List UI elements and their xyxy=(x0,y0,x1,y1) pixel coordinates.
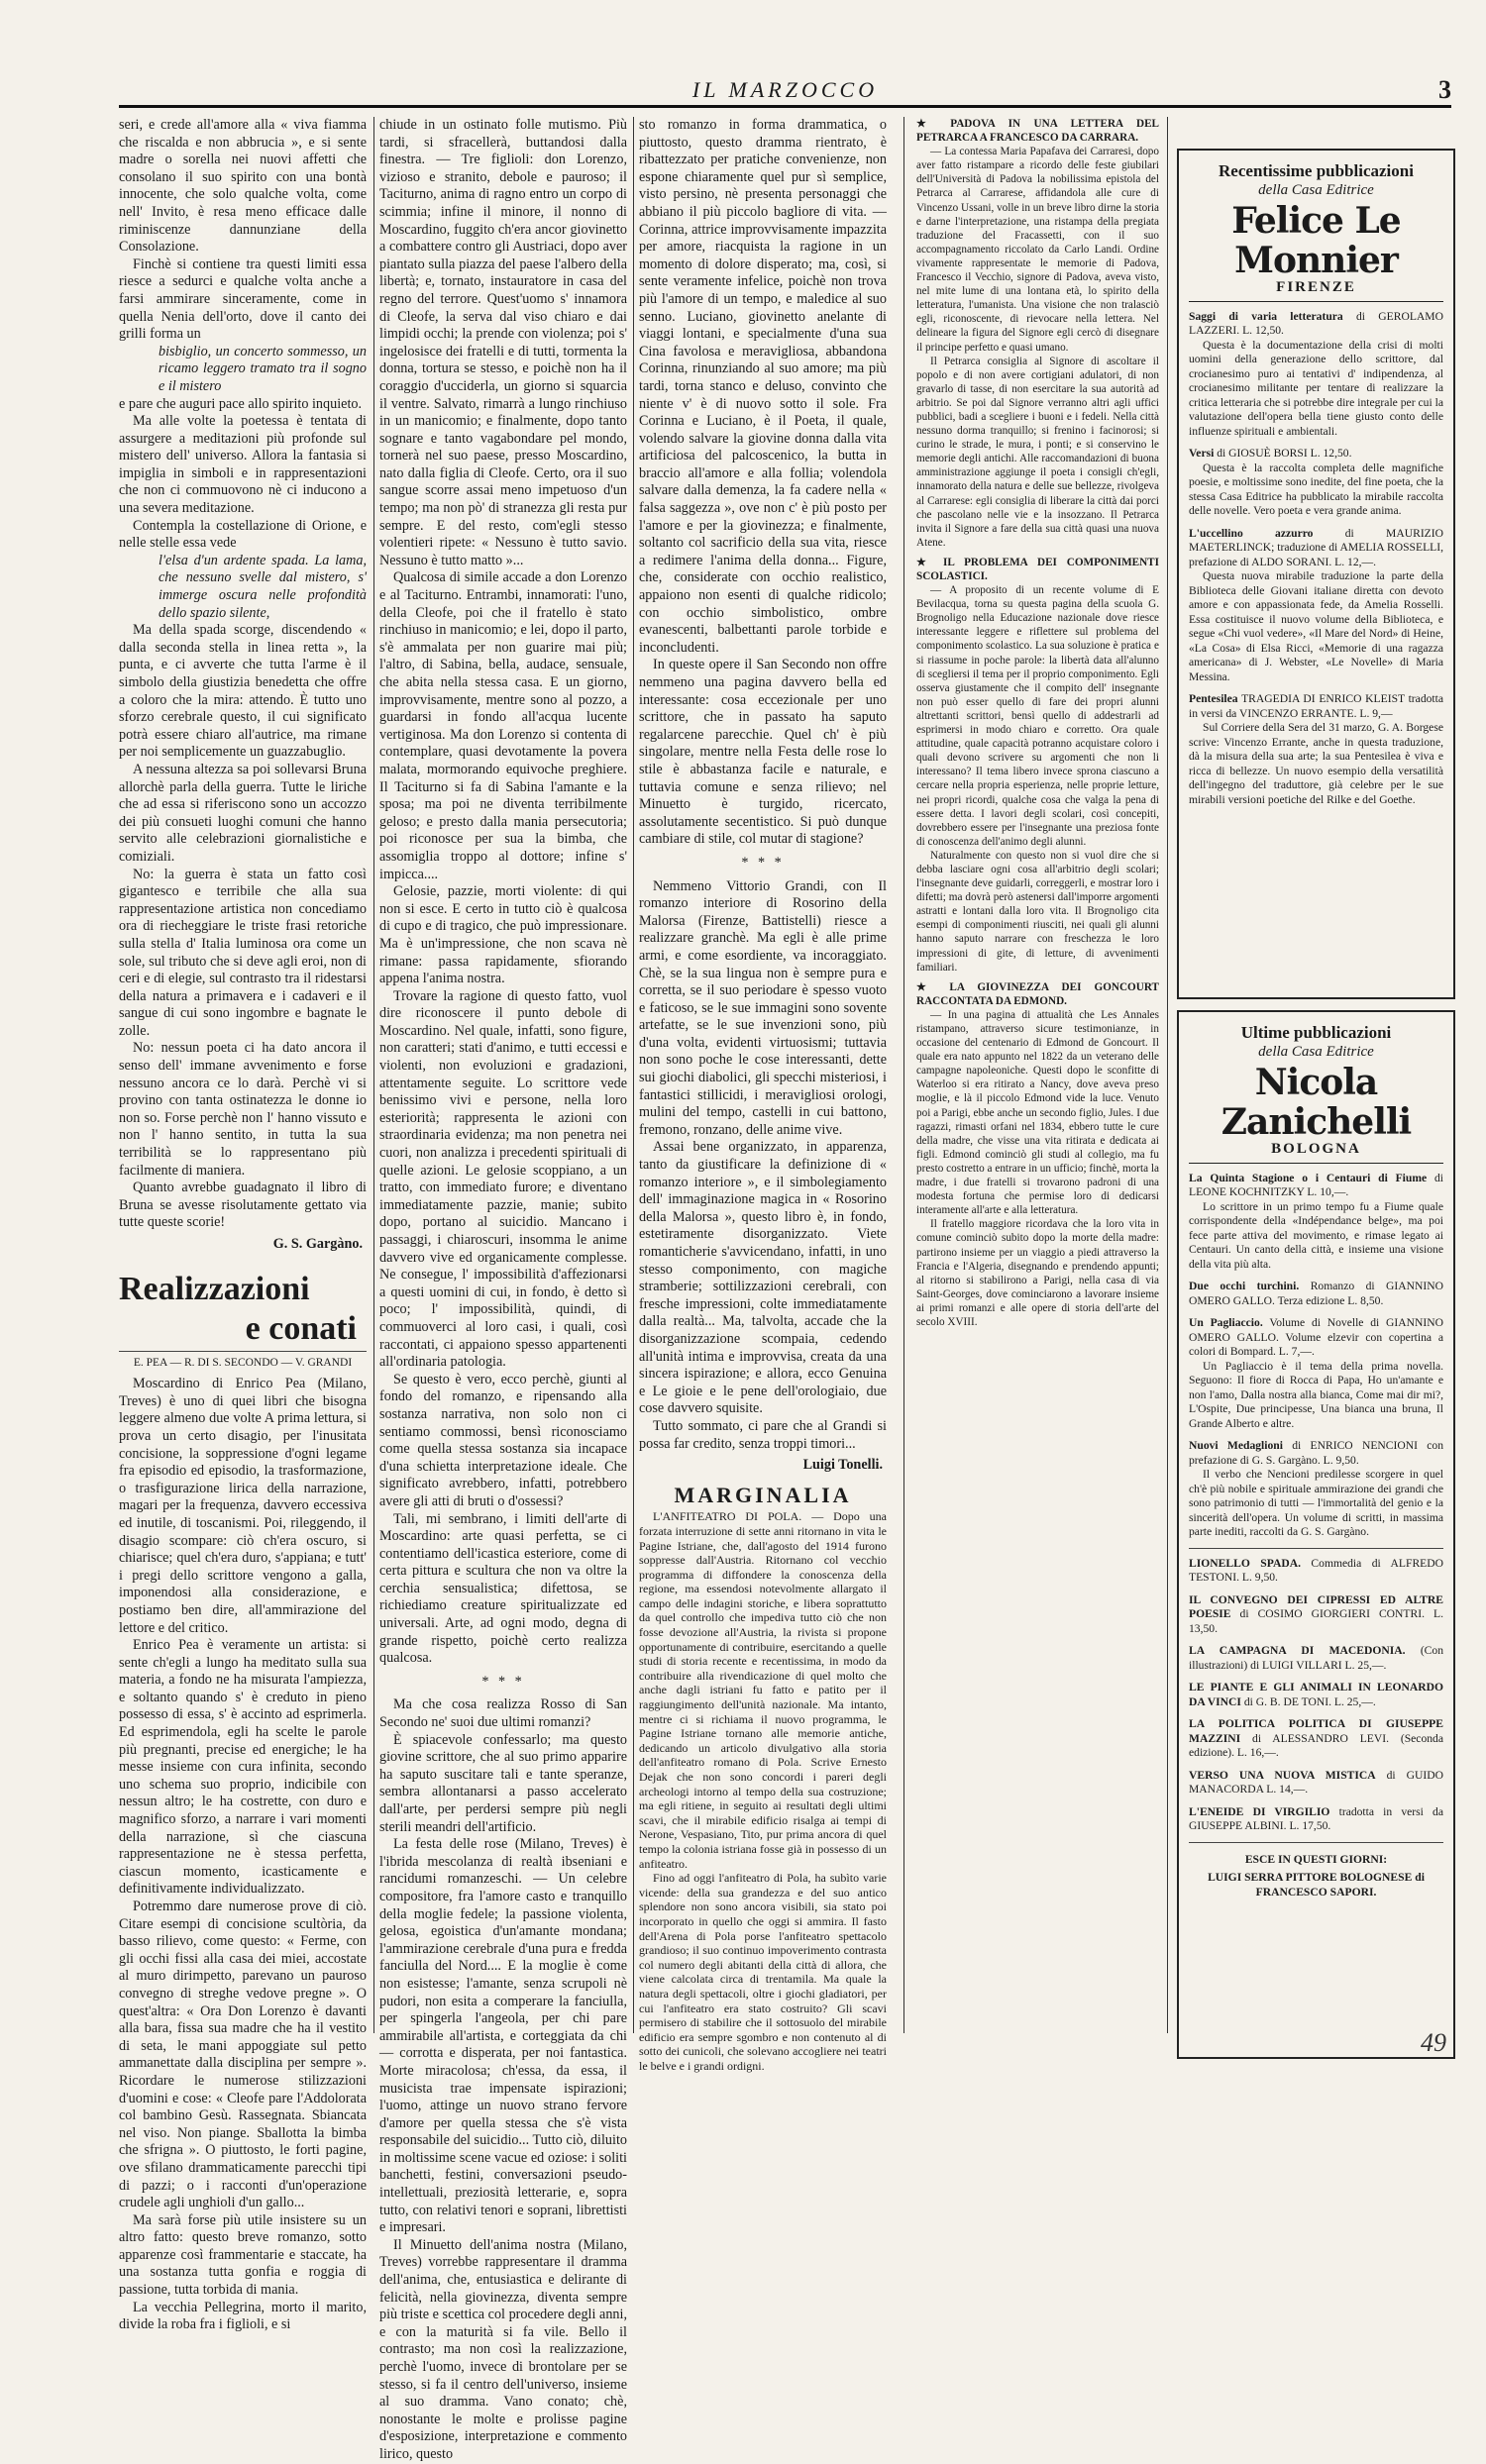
author-signature: G. S. Gargàno. xyxy=(272,1236,363,1252)
column-4 xyxy=(916,117,1159,2033)
book-listing: L'ENEIDE DI VIRGILIO tradotta in versi da GIUSEPPE ALBINI. L. 17,50. xyxy=(1189,1804,1443,1832)
section-separator: * * * xyxy=(741,854,785,871)
column-divider xyxy=(373,117,374,2033)
paragraph: Se questo è vero, ecco perchè, giunti al fondo del romanzo, e ripensando alla sostanza narrativa, non solo non ci sentiamo commossi, bensì riconosciamo come quella stessa sostanza sia incapace d'una schietta interpretazione ideale. Che significato avrebbero, infatti, potrebbero avere gli atti di bruti o d'ossessi? xyxy=(379,1371,627,1509)
paragraph: La festa delle rose (Milano, Treves) è l'ibrida mescolanza di realtà ibseniani e rancidumi romanzeschi. — Un celebre compositore, fra l'amore casto e tranquillo della moglie fedele; la passione violenta, gelosa, egoistica d'un'amante mondana; l'ammirazione cerebrale d'una pura e fredda fanciulla del Nord.... E la moglie è come non esistesse; l'amante, senza scrupoli nè pudori, non esita a comperare la fanciulla, per spingerla l'angeola, per chi pare ammirabile all'artista, e corteggiata da chi — corrotta e disperata, per noi fantastica. Morte miracolosa; ch'essa, da essa, il musicista trae impensate ispirazioni; l'uomo, attinge un nuovo strano fervore d'amore per quella stessa che s'è vista responsabile del suicidio... Tutto ciò, diluito in moltissime scene vacue ed oziose: i soliti banchetti, festini, conversazioni pseudo-intellettuali, preziosità letterarie, e, sopra tutto, con relativi tenori e soprani, librettisti e impresari. xyxy=(379,1836,627,2236)
section-separator: * * * xyxy=(481,1673,525,1690)
paragraph: Fino ad oggi l'anfiteatro di Pola, ha subìto varie vicende: della sua grandezza e del suo antico splendore non sono ancora visibili, sia stato poi incorporato in quello che oggi si ammira. Il fasto dell'Arena di Pola porse l'anfiteatro spettacolo grandioso; il suo continuo impoverimento contrasta col numero degli abitanti della città di allora, che viene calcolata circa di trentamila. Ma quale la natura degli spettacoli, oltre i giochi gladiatori, per cui l'anfiteatro era stato costruito? Gli scavi permisero di stabilire che il sottosuolo del mirabile edificio era sempre sgombro e non contenuto al di sotto dei cunicoli, che solevano accogliere nei teatri le belve e i grandi ordigni. xyxy=(639,1871,887,2073)
paragraph: Potremmo dare numerose prove di ciò. Citare esempi di concisione scultòria, da basso rilievo, come questo: « Ferme, con gli occhi fissi alla casa dei miei, accostate al muro dirimpetto, parevano un pauroso convegno di streghe vedove pregne ». O quest'altra: « Ora Don Lorenzo è davanti alla bara, fissa sua madre che ha il vestito di seta, le mani appoggiate sul petto ammanettate dalla disciplina per sempre ». Ricordare le numerose stilizzazioni d'uomini e cose: « Cleofe pare l'Addolorata col bambino Gesù. Rassegnata. Sbiancata nel viso. Non piange. Sballotta la bimba che sfrigna ». O piuttosto, le forti pagine, ove sfilano drammaticamente parecchi tipi di pazzi; o i racconti d'un'operazione crudele agli unghioli d'un gallo... xyxy=(119,1899,367,2211)
paragraph: L'ANFITEATRO DI POLA. — Dopo una forzata interruzione di sette anni ritornano in vita le Pagine Istriane, che, dall'agosto del 1914 furono soppresse dall'Austria. Ritornano col vecchio programma di diffondere la conoscenza della regione, ma essendosi notevolmente allargato il campo delle indagini storiche, e libera soprattutto da quel controllo che impediva tutto ciò che non fosse devozione all'Austria, la rivista si propone opportunamente di contribuire, esercitando a quelle studi di storia recente e recentissima, in modo da contribuire alla rivendicazione di quel molto che anche dagli istriani fu fatto e patito per il raggiungimento dell'unità nazionale. Ma intanto, mentre ci si richiama il nuovo programma, le Pagine Istriane tornano alle memorie antiche, dedicando un articolo divulgativo alla storia dell'anfiteatro romano di Pola. Scrive Ernesto Dejak che non sono concordi i pareri degli archeologi intorno al tempo della sua costruzione; ma egli ritiene, in seguito ai resultati degli ultimi scavi, che il mirabile edificio risalga ai tempi di Nerone, Vespasiano, Tito, pur prima ancora di quel tempo la colonia istriana fosse già in possesso di un anfiteatro. xyxy=(639,1509,887,1871)
author-signature: Luigi Tonelli. xyxy=(802,1457,883,1474)
advert-footer-heading: ESCE IN QUESTI GIORNI: xyxy=(1244,1852,1388,1866)
book-listing: Pentesilea TRAGEDIA DI ENRICO KLEIST tradotta in versi da VINCENZO ERRANTE. L. 9,— Sul Corriere della Sera del 31 marzo, G. A. Borgese scrive: Vincenzo Errante, anche in questa traduzione, dà la misura della sua arte; la sua Pentesilea è viva e ricca di bellezze. Un nuovo esempio della versatilità dell'ingegno del traduttore, già celebre per le sue mirabili versioni poetiche del Rilke e del Goethe. xyxy=(1189,692,1443,806)
advert-heading: Recentissime pubblicazioni xyxy=(1219,161,1414,180)
book-listing: LIONELLO SPADA. Commedia di ALFREDO TESTONI. L. 9,50. xyxy=(1189,1556,1444,1584)
paragraph: No: nessun poeta ci ha dato ancora il senso dell' immane avvenimento e forse nessuno ancora ce lo darà. Perchè vi si provino con tanta ostinatezza le donne io non so. Forse perchè non l' hanno vissuto e non l' hanno sentito, in tutta la sua terribilità se lo rappresentano più facilmente di maniera. xyxy=(119,1040,367,1179)
advert-heading: Ultime pubblicazioni xyxy=(1240,1023,1392,1042)
paragraph: Il Petrarca consiglia al Signore di ascoltare il popolo e di non avere cortigiani adulatori, di non gravarlo di tasse, di non esercitare la sua autorità ad arbitrio. Se poi dal Signore verranno altri agli uffici pubblici, badi a scegliere i buoni e i fedeli. Nella città nessuno dorma tranquillo; si frenino i facinorosi; si curino le strade, le mura, i ponti; e si conservino le memorie degli antichi. Alle raccomandazioni di buona amministrazione aggiunge il poeta i consigli ch'egli, innamorato della natura e delle sue bellezze, rivolgeva al Carrarese: egli consiglia di liberare la città dai porci che pascolano nelle vie e la insozzano. Il Petrarca invita il Signore a fare della sua città quasi una nuova Atene. xyxy=(916,355,1159,549)
page-number: 3 xyxy=(1438,75,1451,104)
article-title: e conati xyxy=(245,1309,357,1347)
paragraph: Qualcosa di simile accade a don Lorenzo e al Taciturno. Entrambi, innamorati: l'uno, della Cleofe, poi che il fratello è stato rinchiuso in manicomio; e lei, dopo il parto, s'è ammalata per non guarire mai più; l'altro, di Sabina, bella, audace, sensuale, che abita nella stessa casa. E un giorno, improvvisamente, mentre sono al pozzo, a guardarsi in fondo all'acqua lucente vertiginosa. Ma don Lorenzo si contenta di contemplare, quasi devotamente la povera malata, mormorando equivoche preghiere. Il Taciturno si fa di Sabina l'amante e la sposa; ma poi ne diventa terribilmente geloso; e presto dalla mania persecutoria; poi riconosce per sua la bimba, che assomiglia troppo al dottore; infine s' impicca.... xyxy=(379,569,627,882)
paragraph: Ma sarà forse più utile insistere su un altro fatto: questo breve romanzo, sotto apparenze così frammentarie e staccate, ha una sostanza tutta gonfia e roggia di passione, tutta torbida di mania. xyxy=(119,2211,367,2299)
column-1 xyxy=(119,117,367,2333)
paragraph: Nemmeno Vittorio Grandi, con Il romanzo interiore di Rosorino della Malorsa (Firenze, Battistelli) riesce a realizzare granchè. Ma egli è alle prime armi, e come esordiente, va incoraggiato. Chè, se la sua lingua non è sempre pura e corretta, se il suo periodare è spesso vuoto e faticoso, se le sue immagini sono sovente artefatte, se le sue invenzioni sono, più d'una volta, evidenti virtuosismi; tuttavia non sono poche le cose interessanti, dette sui giochi diabolici, gli specchi misteriosi, i fantastici stillicidi, i meravigliosi orologi, mulini del tempo, castelli in cui battono, fremono, ronzano, delle anime vive. xyxy=(639,877,887,1138)
paragraph: È spiacevole confessarlo; ma questo giovine scrittore, che al suo primo apparire ha saputo suscitare tali e tante speranze, sembra allontanarsi a passo accelerato dall'arte, per perdersi sempre più negli sterili meandri dell'artificio. xyxy=(379,1731,627,1835)
book-listing: LA POLITICA POLITICA DI GIUSEPPE MAZZINI di ALESSANDRO LEVI. (Seconda edizione). L. 16,—. xyxy=(1189,1717,1443,1759)
handwritten-folio-number: 49 xyxy=(1421,2028,1446,2057)
paragraph: Gelosie, pazzie, morti violente: di qui non si esce. E certo in tutto ciò è qualcosa di cupo e di tragico, che può impressionare. Ma è un'impressione, che non scava nè rimane: passa rapidamente, sfiorando appena l'anima nostra. xyxy=(379,883,627,987)
paragraph: Il Minuetto dell'anima nostra (Milano, Treves) vorrebbe rappresentare il dramma dell'anima, che, entusiastica e delirante di felicità, nella giovinezza, diventa sempre più triste e scettica col procedere degli anni, e con la maturità si fa vile. Bello il contrasto; ma non così la realizzazione, perchè l'uomo, invece di brontolare per se stesso, si fa il centro dell'universo, insieme al suo dramma. Vano conato; chè, nonostante le molte e prolisse pagine d'esposizione, interpretazione e commento lirico, questo xyxy=(379,2236,627,2462)
book-listing: La Quinta Stagione o i Centauri di Fiume di LEONE KOCHNITZKY L. 10,—. Lo scrittore in un primo tempo fu a Fiume quale corrispondente della «Indépendance belge», ma poi fece parte attiva del movimento, e rimase legato ai Centauri. Un canto della città, e insieme una visione della vita più alta. xyxy=(1189,1171,1443,1271)
note-heading: ★ IL PROBLEMA DEI COMPONIMENTI SCOLASTICI. xyxy=(916,556,1159,582)
paragraph: — In una pagina di attualità che Les Annales ristampano, attraverso sicure testimonianze, in occasione del centenario di Edmond de Goncourt. Il quale era nato appunto nel 1822 da un veterano delle campagne napoleoniche. Questi dopo le sconfitte di Waterloo si era ritirato a Nancy, dove aveva preso moglie, e là il piccolo Edmond vide la luce. Venuto poi a Parigi, ebbe anche un secondo figlio, Jules. I due ragazzi, rimasti orfani nel 1834, ebbero tutte le cure della madre, che visse una vita ritirata e dedicata ai figli. Edmond cominciò gli studi al collegio, ma fu presto costretto a entrare in un ufficio; finchè, morta la madre, i due fratelli si trovarono padroni di una modesta fortuna che permise loro di dedicarsi interamente all'arte e alla letteratura. xyxy=(916,1008,1159,1217)
paragraph: Enrico Pea è veramente un artista: si sente ch'egli a lungo ha meditato sulla sua materia, a fondo ne ha misurata l'ampiezza, e soltanto quando s' è creduto in pieno possesso di essa, s' è accinto ad esprimerla. Ed esprimendola, egli ha scelte le parole più pregnanti, precise ed energiche; le ha messe insieme con cura infinita, secondo uno schema suo proprio, indicibile con nessun altro; le ha costrette, con duro e magnifico sforzo, a narrare i vari momenti della narrazione, sì che ciascuna rappresentazione ne è stessa perfetta, ciascun momento, icasticamente e definitivamente individualizzato. xyxy=(119,1637,367,1898)
section-title: MARGINALIA xyxy=(674,1482,852,1507)
paragraph: Trovare la ragione di questo fatto, vuol dire riconoscere il punto debole di Moscardino. Nel quale, infatti, sono figure, non caratteri; stati d'animo, e tutti eccessi e violenti, non evoluzioni e gradazioni, attentamente seguite. Lo scrittore vede benissimo vivi e persone, nella loro esteriorità; rappresenta le azioni con straordinaria evidenza; ma non penetra nei cuori, non analizza i precedenti spirituali di quelle azioni. Le gelosie scoppiano, a un tratto, con immediato furore; e diventano immediatamente pazzie, manie; subito dopo, portano al suicidio. Mancano i passaggi, i chiaroscuri, insomma le anime davvero vive ed organicamente complesse. Ne consegue, l' impossibilità d'affezionarsi a questi uomini di cui, in fondo, è detto sì poco; l' impossibilità, quindi, di commuoverci al loro casi, i quali, così raccontati, ci appaiono spesso appartenenti all'ordinaria patologia. xyxy=(379,987,627,1371)
paragraph: e pare che auguri pace allo spirito inquieto. xyxy=(119,395,363,412)
publisher-name: Nicola Zanichelli xyxy=(1221,1062,1412,1143)
book-listing: Due occhi turchini. Romanzo di GIANNINO OMERO GALLO. Terza edizione L. 8,50. xyxy=(1189,1280,1443,1307)
paragraph: Tutto sommato, ci pare che al Grandi si possa far credito, senza troppi timori... xyxy=(639,1417,887,1452)
column-2 xyxy=(379,117,627,2462)
paragraph: Ma alle volte la poetessa è tentata di assurgere a meditazioni più profonde sul mistero dell' universo. Allora la fantasia si impiglia in simboli e in rappresentazioni che non ci commuovono nè ci inducono a una severa meditazione. xyxy=(119,413,367,517)
verse-quote: bisbiglio, un concerto sommesso, un ricamo leggero tramato tra il sogno e il mistero xyxy=(159,343,367,394)
publisher-city: BOLOGNA xyxy=(1189,1142,1443,1164)
publisher-city: FIRENZE xyxy=(1189,280,1443,302)
column-divider xyxy=(633,117,634,2033)
note-heading: ★ LA GIOVINEZZA DEI GONCOURT RACCONTATA DA EDMOND. xyxy=(916,980,1159,1007)
paragraph: Moscardino di Enrico Pea (Milano, Treves) è uno di quei libri che bisogna leggere almeno due volte A prima lettura, si prova un certo disagio, per l'inusitata concisione, la soppressione d'ogni legame fra episodio ed episodio, la trasformazione, o trasfigurazione lirica della narrazione, magari per la frequenza, davvero eccessiva ed inutile, di toscanismi. Poi, rileggendo, il disagio scompare: ciò ch'era oscuro, si chiarisce; quel ch'era duro, s'appiana; e tutt' i pregi dello scrittore vengono a galla, imponendosi alla considerazione, e postiamo ben dire, all'ammirazione del lettore e del critico. xyxy=(119,1376,367,1636)
column-divider xyxy=(903,117,904,2033)
paragraph: Assai bene organizzato, in apparenza, tanto da giustificare la definizione di « romanzo interiore », e il simbolegiamento dell' immaginazione magica in « Rosorino della Malorsa », questo libro è, in fondo, estetiramente disorganizzato. Viete romanticherie s'avvicendano, infatti, in uno stesso componimento, con magiche stramberie; sottilizzazioni cerebrali, con fresche impressioni, colte immediatamente dalla realtà... Ma, talvolta, accade che la disorganizzazione scompaia, cedendo all'unità intima e improvvisa, creata da una sincera ispirazione; e allora, ecco Genuina e Le gioie e le pene dell'orologiaio, due cose davvero squisite. xyxy=(639,1139,887,1417)
paragraph: Naturalmente con questo non si vuol dire che si debba lasciare ogni cosa all'arbitrio degli scolari; l'insegnante deve guidarli, correggerli, e mostrar loro i difetti; ma dovrà però astenersi dall'imporre argomenti astratti e lontani dalla loro vita. Il Brognoligo cita esempi di componimenti riusciti, nei quali gli alunni hanno saputo narrare con freschezza le loro impressioni di gite, di letture, di avvenimenti familiari. xyxy=(916,849,1159,974)
column-divider xyxy=(1167,117,1168,2033)
paragraph: chiude in un ostinato folle mutismo. Più tardi, si sfracellerà, buttandosi dalla finestra. — Tre figlioli: don Lorenzo, vizioso e stranito, debole e pauroso; il Taciturno, anima di ragno entro un corpo di scimmia; infine il minore, il nonno di Moscardino, fuggito ch'era ancor giovinetto a combattere contro gli Austriaci, dopo aver piantato sulla piazza del paese l'albero della libertà; e, tornato, instauratore in casa del regno del terrore. Quest'uomo s' innamora di Cleofe, la serva dal viso chiaro e dai limpidi occhi; la prende con violenza; poi s' ingelosisce dei fratelli e di tutti, tormenta la donna, tortura se stesso, e poichè non ha il coraggio d'ucciderla, un giorno si squarcia il ventre. Salvato, rimarrà a lungo rinchiuso in un manicomio; e finalmente, dopo tanto sognare e tanto vagabondare pel mondo, tornerà nel suo paese, presso Moscardino, nato dalla figlia di Cleofe. Certo, ora il suo sangue scorre assai meno impetuoso d'un tempo; ma non pò' di stranezza gli resta pur sempre. E del resto, com'egli stesso volentieri ripete: « Nessuno è tutto savio. Nessuno è tutto matto »... xyxy=(379,117,627,568)
paragraph: La vecchia Pellegrina, morto il marito, divide la roba fra i figlioli, e si xyxy=(119,2299,367,2333)
paragraph: Contempla la costellazione di Orione, e nelle stelle essa vede xyxy=(119,517,367,552)
paragraph: — La contessa Maria Papafava dei Carraresi, dopo aver fatto ristampare a ricordo delle feste giubilari dell'Università di Padova la nobilissima epistola del Petrarca al Carrarese, affidandola alle cure di Vincenzo Ussani, volle in un breve libro dirne la storia e darne l'interpretazione, una ristampa della pregiata traduzione del Fracassetti, con il suo accompagnamento riccolato da Carlo Landi. Ordine vivamente rappresentate le memorie di Padova, Francesco il Vecchio, signore di Padova, aveva visto, nel mite lume di una lontana età, lo spirito della letteratura, l'umanista. Una visione che non tralasciò egli, riconoscente, di rievocare nella lettera. Nel delineare la figura del Signore egli cercò di disegnare il principe perfetto e quasi umano. xyxy=(916,146,1159,354)
paragraph: Ma che cosa realizza Rosso di San Secondo ne' suoi due ultimi romanzi? xyxy=(379,1696,627,1731)
advert-subheading: della Casa Editrice xyxy=(1258,1043,1374,1060)
divider xyxy=(1189,1548,1443,1549)
book-listing: LE PIANTE E GLI ANIMALI IN LEONARDO DA VINCI di G. B. DE TONI. L. 25,—. xyxy=(1189,1681,1443,1708)
paragraph: No: la guerra è stata un fatto così gigantesco e terribile che alla sua rappresentazione artistica non concediamo ora di riecheggiare le triste frasi retoriche sulla stella d' Italia luminosa ora come un sole, sul tributo che si deve agli eroi, non di ceri e di elegie, sul contrasto tra il ridestarsi della natura a primavera e i cadaveri e il sangue di cui sono ingombre e bagnate le zolle. xyxy=(119,866,367,1039)
book-listing: LA CAMPAGNA DI MACEDONIA. (Con illustrazioni) di LUIGI VILLARI L. 25,—. xyxy=(1189,1644,1443,1672)
paragraph: Tali, mi sembrano, i limiti dell'arte di Moscardino: arte quasi perfetta, se ci contentiamo dell'icastica esteriore, come di certa pittura e scultura che non va oltre la cerchia sensualistica; difettosa, se richiediamo creature spiritualizzate ed universali. Arte, ad ogni modo, degna di grande rispetto, poichè certo realizza qualcosa. xyxy=(379,1510,627,1667)
book-listing: Versi di GIOSUÈ BORSI L. 12,50. Questa è la raccolta completa delle magnifiche poesie, e moltissime sono inedite, del fine poeta, che la stessa Casa Editrice ha pubblicato la mirabile raccolta delle novelle. Vero poeta e vera grande anima. xyxy=(1189,447,1443,517)
divider xyxy=(1189,1842,1443,1843)
advert-subheading: della Casa Editrice xyxy=(1258,181,1374,198)
paragraph: In queste opere il San Secondo non offre nemmeno una pagina davvero bella ed interessante: cosa eccezionale per uno scrittore, che in passato ha saputo regalarcene parecchie. Quel ch' è più singolare, mentre nella Festa delle rose lo stile è abbastanza facile e naturale, e tuttavia comune e senza rilievo; nel Minuetto è turgido, ricercato, assolutamente secentistico. Si può dunque cambiare di stile, col mutar di stagione? xyxy=(639,657,887,848)
book-listing: Un Pagliaccio. Volume di Novelle di GIANNINO OMERO GALLO. Volume elzevir con copertina a colori di Bompard. L. 7,—. Un Pagliaccio è il tema della prima novella. Seguono: Il fiore di Rocca di Papa, Ho un'amante e non l'amo, Dalla nostra alla bianca, Come mai dir mi?, L'Ospite, Due principesse, Una bianca una bruna, Il Grande Alberto e altre. xyxy=(1189,1316,1443,1430)
paragraph: Quanto avrebbe guadagnato il libro di Bruna se avesse risolutamente gettato via tutte queste scorie! xyxy=(119,1180,367,1231)
book-listing: Saggi di varia letteratura di GEROLAMO LAZZERI. L. 12,50. Questa è la documentazione della crisi di molti uomini della generazione dello scrittore, dal crocianesimo puro ai tentativi d' indipendenza, al crocianesimo militante per tentare di realizzare la critica letteraria che si potrebbe dire integrale per cui la valutazione dell'opera bella tiene giusto conto delle influenze spirituali e ambientali. xyxy=(1189,309,1443,438)
paragraph: seri, e crede all'amore alla « viva fiamma che riscalda e non abbrucia », e si sente madre o sorella nei nuovi affetti che consolano il suo spirito con una bontà innocente, che solo qualche volta, come nell' Invito, è resa meno efficace dalle riminiscenze dannunziane della Consolazione. xyxy=(119,117,367,256)
paragraph: Il fratello maggiore ricordava che la loro vita in comune cominciò subito dopo la morte della madre: partirono insieme per un viaggio a piedi attraverso la Francia e l'Algeria, disegnando e prendendo appunti; al ritorno si stabilirono a Parigi, nella casa di via Saint-Georges, dove cominciarono a lavorare insieme ai primi romanzi e alle opere di storia dell'arte del secolo XVIII. xyxy=(916,1218,1159,1328)
paragraph: Finchè si contiene tra questi limiti essa riesce a sedurci e qualche volta anche a farsi ammirare sinceramente, come in quella Nenia dell'orto, dove il canto dei grilli forma un xyxy=(119,256,367,343)
header-rule xyxy=(119,105,1451,108)
book-listing: L'uccellino azzurro di MAURIZIO MAETERLINCK; traduzione di AMELIA ROSSELLI, prefazione di ALDO SORANI. L. 12,—. Questa nuova mirabile traduzione la parte della Biblioteca delle Giovani italiane diretta con devoto amore e con appassionata fede, da Amelia Rosselli. Essa costituisce il nuovo volume della Biblioteca, e segue «Chi vuol vedere», «Il Mare del Nord» di Heine, «La Cosa» di Elsa Ricci, «Memorie di una ragazza americana» di J. Webster, «Le Novelle» di Maria Messina. xyxy=(1189,526,1443,683)
page-header xyxy=(119,77,1451,107)
verse-quote: l'elsa d'un ardente spada. La lama, che nessuno svelle dal mistero, s' immerge oscura nelle profondità dello spazio silente, xyxy=(159,552,367,621)
article-subtitle: E. PEA — R. DI S. SECONDO — V. GRANDI xyxy=(119,1351,367,1373)
note-heading: ★ PADOVA IN UNA LETTERA DEL PETRARCA A FRANCESCO DA CARRARA. xyxy=(916,118,1159,145)
book-listing: Nuovi Medaglioni di ENRICO NENCIONI con prefazione di G. S. Gargàno. L. 9,50. Il verbo che Nencioni predilesse scorgere in quel ch'è più nobile e spirituale ammirazione dei grandi che sono patrimonio di tutti — l'immortalità del genio e la sincerità dell'opera. Un volume di scritti, in massima parte inediti, raccolti da G. S. Gargàno. xyxy=(1189,1439,1443,1538)
book-listing: IL CONVEGNO DEI CIPRESSI ED ALTRE POESIE di COSIMO GIORGIERI CONTRI. L. 13,50. xyxy=(1189,1592,1443,1635)
article-title: Realizzazioni xyxy=(119,1270,310,1307)
column-3 xyxy=(639,117,887,2073)
paragraph: sto romanzo in forma drammatica, o piuttosto, questo dramma rientrato, è ribattezzato per pratiche convenienze, non espone chiaramente quel pur sì semplice, visto persino, nè presenta personaggi che abbiano il più piccolo bagliore di vita. — Corinna, attrice improvvisamente impazzita per amore, riacquista la ragione in un momento di dolore disperato; ma, così, si sente veramente infelice, poichè non trova più l'amore di un tempo, e maledice al suo senno. Luciano, giovinetto anelante di viaggi lontani, e specialmente d'una sua Cina favolosa e meravigliosa, abbandona Corinna, rinunziando al suo amore; ma più tardi, torna stanco e deluso, convinto che niente v' è di nuovo sotto il sole. Fra Corinna e Luciano, è il Poeta, il quale, volendo salvare la giovine donna dalla vita artificiosa del palcoscenico, la butta in braccio all'amore e alla follia; volendola salvare dalla demenza, la fa cadere nella « falsa saggezza », ove non c' è più posto per l'amore e per la giovinezza; e finalmente, soltanto col sacrificio della sua vita, riesce a redimere l'anima della donna... Figure, che, considerate con occhio realistico, appaiono non esenti di qualche ridicolo; con occhio simbolistico, ombre evanescenti, balbettanti parole torbide e inconcludenti. xyxy=(639,117,887,656)
advert-le-monnier xyxy=(1177,149,1455,999)
publisher-name: Felice Le Monnier xyxy=(1231,200,1401,281)
newspaper-title: IL MARZOCCO xyxy=(691,77,879,102)
book-listing: VERSO UNA NUOVA MISTICA di GUIDO MANACORDA L. 14,—. xyxy=(1189,1768,1443,1796)
paragraph: A nessuna altezza sa poi sollevarsi Bruna allorchè parla della guerra. Tutte le liriche che ad essa si riferiscono sono un accozzo dei più consueti luoghi comuni che hanno servito alle celebrazioni giornalistiche e comiziali. xyxy=(119,761,367,865)
advert-zanichelli xyxy=(1177,1010,1455,2059)
advert-footer-title: LUIGI SERRA PITTORE BOLOGNESE di FRANCESCO SAPORI. xyxy=(1208,1871,1425,1899)
paragraph: Ma della spada scorge, discendendo « dalla seconda stella in linea retta », la punta, e ci avverte che tutta l'arme è il simbolo della giustizia benedetta che offre a coloro che la mira: attendo. È tutto uno sforzo cerebrale questo, il cui significato potrà essere chiaro all'autrice, ma rimane per noi semplicemente un guazzabuglio. xyxy=(119,622,367,761)
paragraph: — A proposito di un recente volume di E Bevilacqua, torna su questa pagina della scuola G. Brognoligo nella Educazione nazionale dove riesce interessante leggere e riflettere sul problema del componimento scolastico. La sua soluzione è pratica e si riassume in poche parole: la libertà data all'alunno di scegliersi il tema per il proprio componimento. Egli osserva giustamente che il compito dell' insegnante non può esser quello di fare dei propri alunni altrettanti scrittori, bensì quello di addestrarli ad esprimersi in modo chiaro e corretto. Ora quale attitudine, quale capacità potranno acquistare coloro i quali devono scrivere su argomenti che non li interessano? Il tema libero invece sprona ciascuno a cercare nella propria esperienza, nelle proprie letture, nei propri ricordi, qualche cosa che valga la pena di essere detta. I lavori degli scolari, così concepiti, dovrebbero essere per l'insegnante una preziosa fonte di conoscenza dell'animo degli alunni. xyxy=(916,584,1159,848)
